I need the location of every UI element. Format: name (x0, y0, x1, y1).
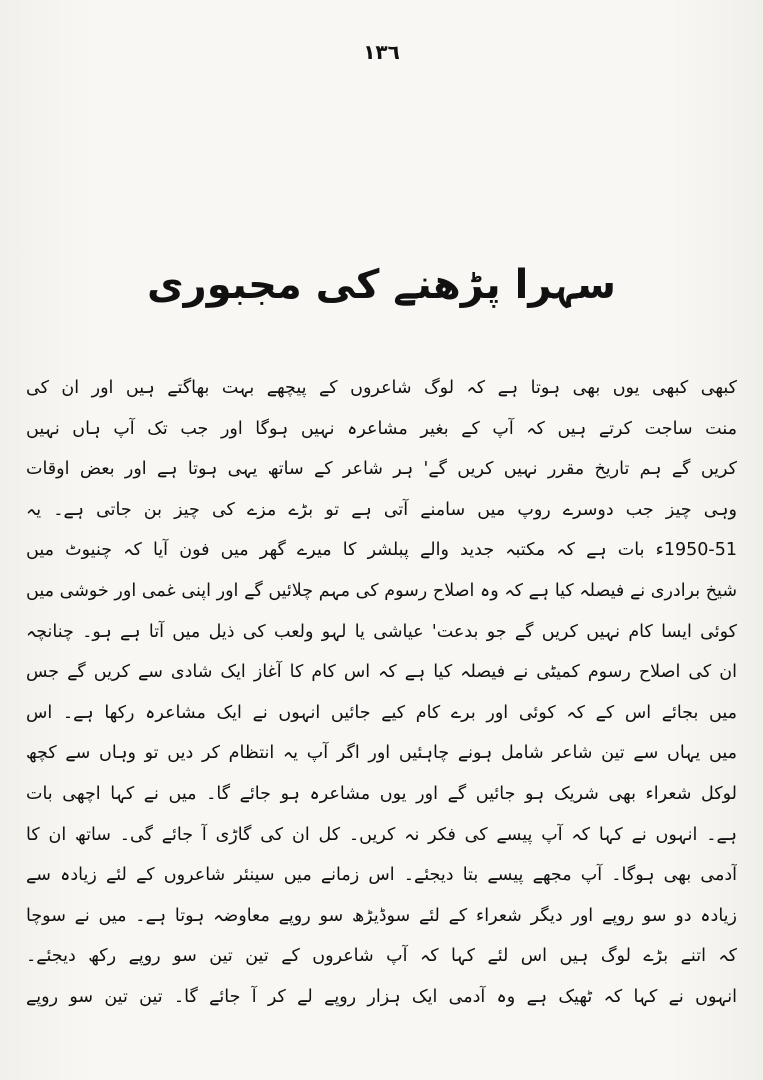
text-line: انہوں نے کہا کہ ٹھیک ہے وہ آدمی ایک ہزار روپے لے کر آ جائے گا۔ تین تین سو روپے (26, 986, 737, 1007)
text-line: کریں گے ہم تاریخ مقرر نہیں کریں گے' ہر شاعر کے ساتھ یہی ہوتا ہے اور بعض اوقات (26, 459, 737, 480)
text-line: آدمی بھی ہوگا۔ آپ مجھے پیسے بتا دیجئے۔ اس زمانے میں سینئر شاعروں کے لئے زیادہ سے (26, 865, 737, 886)
text-line: وہی چیز جب دوسرے روپ میں سامنے آتی ہے تو بڑے مزے کی چیز بن جاتی ہے۔ یہ (26, 499, 737, 520)
text-line: ہے۔ انہوں نے کہا کہ آپ پیسے کی فکر نہ کریں۔ کل ان کی گاڑی آ جائے گی۔ ساتھ ان کا (26, 824, 737, 845)
text-line: کوئی ایسا کام نہیں کریں گے جو بدعت' عیاشی یا لہو ولعب کی ذیل میں آتا ہے ہو۔ چنانچہ (26, 621, 737, 642)
text-line: میں بجائے اس کے کہ کوئی اور برے کام کیے جائیں انہوں نے ایک مشاعرہ رکھا ہے۔ اس (26, 702, 737, 723)
text-line: 1950-51ء بات ہے کہ مکتبہ جدید والے پبلشر کا میرے گھر میں فون آیا کہ چنیوٹ میں (26, 540, 737, 561)
text-line: زیادہ دو سو روپے اور دیگر شعراء کے لئے سوڈیڑھ سو روپے معاوضہ ہوتا ہے۔ میں نے سوچا (26, 905, 737, 926)
text-line: کبھی کبھی یوں بھی ہوتا ہے کہ لوگ شاعروں کے پیچھے بہت بھاگتے ہیں اور ان کی (26, 378, 737, 398)
text-line: ان کی اصلاح رسوم کمیٹی نے فیصلہ کیا ہے کہ اس کام کا آغاز ایک شادی سے کریں گے جس (26, 662, 737, 683)
text-line: کہ اتنے بڑے لوگ ہیں اس لئے کہا کہ آپ شاعروں کے تین تین سو روپے رکھ دیجئے۔ (26, 946, 737, 967)
body-text (26, 368, 737, 1018)
text-line: لوکل شعراء بھی شریک ہو جائیں گے اور یوں مشاعرہ ہو جائے گا۔ میں نے کہا اچھی بات (26, 783, 737, 804)
text-line: شیخ برادری نے فیصلہ کیا ہے کہ وہ اصلاح رسوم کی مہم چلائیں گے اور اپنی غمی اور خوشی میں (26, 580, 737, 601)
page-number: ١٣٦ (363, 40, 400, 64)
text-line: منت ساجت کرتے ہیں کہ آپ کے بغیر مشاعرہ نہیں ہوگا اور جب تک آپ ہاں نہیں (26, 418, 737, 439)
text-line: میں یہاں سے تین شاعر شامل ہونے چاہئیں اور اگر آپ یہ انتظام کر دیں تو وہاں سے کچھ (26, 743, 737, 764)
chapter-title: سہرا پڑھنے کی مجبوری (147, 262, 616, 308)
